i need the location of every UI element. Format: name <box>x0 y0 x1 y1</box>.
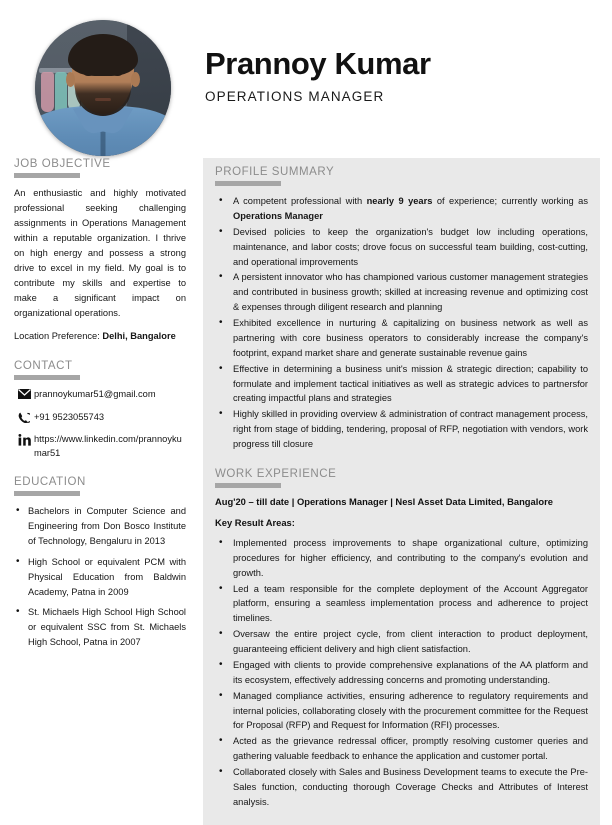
profile-photo <box>35 20 171 156</box>
identity-block <box>205 48 431 104</box>
location-preference <box>14 329 186 344</box>
location-preference-value: Delhi, Bangalore <box>102 331 176 342</box>
work-experience-heading: WORK EXPERIENCE <box>215 467 337 480</box>
section-rule <box>14 173 80 178</box>
education-list <box>14 504 186 650</box>
section-education <box>14 476 186 650</box>
list-item: • Implemented process improvements to shape organizational culture, optimizing procedures for higher efficiency, and contributing to the company's evolution and growth. <box>233 536 588 581</box>
list-item: • St. Michaels High School High School or equivalent SSC from St. Michaels High School, Patna in 2007 <box>28 605 186 650</box>
list-item: • Exhibited excellence in nurturing & capitalizing on business network as well as partnering with core business operators to considerably increase the company's footprint, expand market share and generate sustainable revenue gains <box>233 316 588 361</box>
contact-item-phone[interactable] <box>14 411 186 424</box>
list-item: • Acted as the grievance redressal officer, promptly resolving customer queries and gathering valuable feedback to enhance the application and customer portal. <box>233 734 588 764</box>
photo-image <box>35 20 171 156</box>
right-column <box>203 158 600 825</box>
section-rule <box>215 181 281 186</box>
contact-phone: +91 9523055743 <box>34 411 105 422</box>
list-item: • Managed compliance activities, ensuring adherence to regulatory requirements and internal policies, collaborating closely with the procurement committee for the Request for Proposal (RFP) and Request for Information (RFI) processes. <box>233 689 588 734</box>
resume-header <box>0 0 612 158</box>
envelope-icon <box>14 388 34 399</box>
key-result-areas-list <box>215 536 588 810</box>
resume-body <box>0 158 612 825</box>
section-job-objective <box>14 158 186 344</box>
list-item: • Highly skilled in providing overview & administration of contract management process, right from stage of bidding, tendering, proposal of RFP, negotiation with vendors, work progress till closure <box>233 407 588 452</box>
photo-mouth <box>95 98 111 101</box>
phone-icon <box>14 411 34 424</box>
contact-item-linkedin[interactable] <box>14 433 186 460</box>
list-item: • Bachelors in Computer Science and Engineering from Don Bosco Institute of Technology, Bengaluru in 2013 <box>28 504 186 549</box>
list-item: • High School or equivalent PCM with Physical Education from Baldwin Academy, Patna in 2009 <box>28 555 186 600</box>
section-rule <box>215 483 281 488</box>
section-rule <box>14 491 80 496</box>
contact-linkedin: https://www.linkedin.com/prannoykumar51 <box>34 434 182 458</box>
profile-summary-heading: PROFILE SUMMARY <box>215 166 335 178</box>
list-item: • Led a team responsible for the complete deployment of the Account Aggregator platform, ensuring a seamless implementation process and adherence to project timelines. <box>233 582 588 627</box>
list-item: • Devised policies to keep the organization's budget low including operations, maintenance, and labor costs; drove focus on successful team building, cost-cutting, and operational improvements <box>233 225 588 270</box>
list-item: • A competent professional with nearly 9 years of experience; currently working as Operations Manager <box>233 194 588 224</box>
education-heading: EDUCATION <box>14 476 86 489</box>
list-item: • A persistent innovator who has championed various customer management strategies and contributed in business growth; skilled at increasing revenue and optimizing cost & expenses through diligent research and planning <box>233 270 588 315</box>
list-item: • Effective in determining a business unit's mission & strategic direction; capability to formulate and implement tactical initiatives as well as strategic advices to partnersfor creating impactful plans and strategies <box>233 362 588 407</box>
job-objective-heading: JOB OBJECTIVE <box>14 158 111 170</box>
candidate-name: Prannoy Kumar <box>205 46 431 81</box>
linkedin-icon <box>14 433 34 446</box>
candidate-job-title: OPERATIONS MANAGER <box>205 88 385 104</box>
list-item: • Engaged with clients to provide comprehensive explanations of the AA platform and its ecosystem, effectively addressing concerns and promoting understanding. <box>233 658 588 688</box>
contact-list <box>14 388 186 460</box>
photo-ear-left <box>66 72 75 87</box>
photo-ear-right <box>131 72 140 87</box>
profile-summary-list <box>215 194 588 452</box>
list-item: • Collaborated closely with Sales and Business Development teams to execute the Pre-Sales function, conducting thorough Coverage Checks and Attributes of Interest analysis. <box>233 765 588 810</box>
list-item: • Oversaw the entire project cycle, from client interaction to product deployment, guaranteeing efficient delivery and high client satisfaction. <box>233 627 588 657</box>
left-column <box>0 158 196 656</box>
section-profile-summary <box>215 166 588 452</box>
key-result-areas-label: Key Result Areas: <box>215 516 295 528</box>
contact-item-email[interactable] <box>14 388 186 401</box>
photo-background-cloth <box>41 72 54 112</box>
work-experience-job-line: Aug'20 – till date | Operations Manager | Nesl Asset Data Limited, Bangalore <box>215 495 553 507</box>
contact-email: prannoykumar51@gmail.com <box>34 389 156 400</box>
section-rule <box>14 375 80 380</box>
job-objective-text: An enthusiastic and highly motivated professional seeking challenging assignments in Operations Management within a reputable organization. I thrive on high energy and possess a strong drive to excel in my field. My goal is to contribute my skills and expertise to make a significant impact on organizational operations. <box>14 188 186 319</box>
contact-heading: CONTACT <box>14 360 73 373</box>
section-contact <box>14 360 186 460</box>
section-work-experience <box>215 468 588 810</box>
location-preference-label: Location Preference: <box>14 331 103 342</box>
